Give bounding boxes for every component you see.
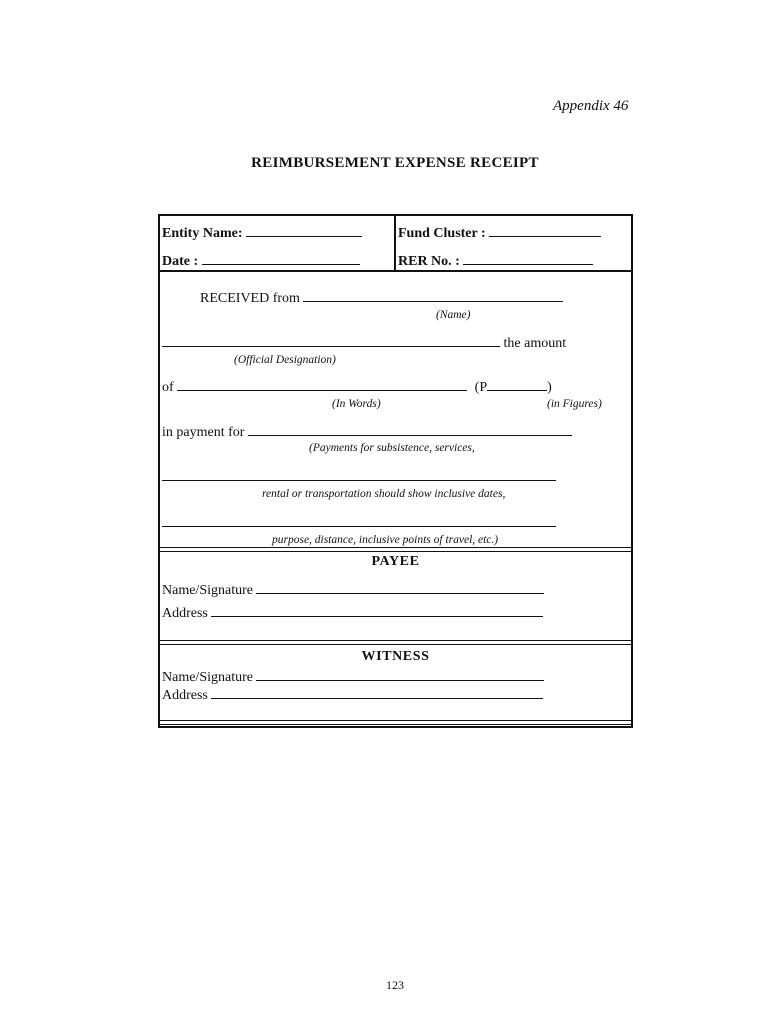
name-caption: (Name) bbox=[436, 309, 471, 321]
name-line[interactable] bbox=[303, 289, 563, 302]
the-amount-label: the amount bbox=[503, 336, 567, 351]
rer-no-line[interactable] bbox=[463, 252, 593, 265]
p-close: ) bbox=[547, 380, 552, 395]
witness-address-line[interactable] bbox=[211, 686, 543, 699]
bottom-divider bbox=[160, 720, 631, 725]
amount-figures-line[interactable] bbox=[487, 378, 547, 391]
receipt-form bbox=[158, 214, 633, 728]
date-line[interactable] bbox=[202, 252, 360, 265]
witness-address-label: Address bbox=[162, 688, 208, 703]
received-from-label: RECEIVED from bbox=[200, 291, 300, 306]
in-words-caption: (In Words) bbox=[332, 398, 381, 410]
payment-for-line[interactable] bbox=[248, 423, 572, 436]
date-label: Date : bbox=[162, 254, 199, 269]
header-grid bbox=[160, 216, 631, 272]
received-from-row[interactable] bbox=[200, 289, 563, 307]
p-open: (P bbox=[474, 380, 488, 395]
amount-row[interactable] bbox=[162, 378, 552, 396]
designation-line[interactable] bbox=[162, 334, 500, 347]
payee-name-row[interactable] bbox=[162, 581, 544, 599]
amount-words-line[interactable] bbox=[177, 378, 467, 391]
witness-name-row[interactable] bbox=[162, 668, 544, 686]
header-divider bbox=[394, 216, 396, 270]
payment-line-3[interactable] bbox=[162, 514, 556, 527]
payee-name-line[interactable] bbox=[256, 581, 544, 594]
payee-address-row[interactable] bbox=[162, 604, 543, 622]
witness-name-label: Name/Signature bbox=[162, 670, 253, 685]
entity-name-line[interactable] bbox=[246, 224, 362, 237]
payee-divider bbox=[160, 547, 631, 552]
fund-cluster-field[interactable] bbox=[398, 224, 601, 242]
payment-line-2-row[interactable] bbox=[162, 468, 556, 486]
purpose-caption: purpose, distance, inclusive points of travel, etc.) bbox=[272, 534, 499, 546]
payment-line-3-row[interactable] bbox=[162, 514, 556, 532]
rer-no-label: RER No. : bbox=[398, 254, 460, 269]
payee-address-line[interactable] bbox=[211, 604, 543, 617]
form-title: REIMBURSEMENT EXPENSE RECEIPT bbox=[251, 155, 539, 171]
payments-caption: (Payments for subsistence, services, bbox=[309, 442, 475, 454]
fund-cluster-label: Fund Cluster : bbox=[398, 226, 486, 241]
designation-row[interactable] bbox=[162, 334, 566, 352]
payment-for-row[interactable] bbox=[162, 423, 572, 441]
entity-name-field[interactable] bbox=[162, 224, 362, 242]
in-figures-caption: (in Figures) bbox=[547, 398, 602, 410]
date-field[interactable] bbox=[162, 252, 360, 270]
witness-divider bbox=[160, 640, 631, 645]
appendix-label: Appendix 46 bbox=[553, 98, 629, 114]
payment-for-label: in payment for bbox=[162, 425, 245, 440]
witness-heading: WITNESS bbox=[361, 649, 430, 664]
of-label: of bbox=[162, 380, 174, 395]
payee-heading: PAYEE bbox=[371, 554, 420, 569]
rental-caption: rental or transportation should show inclusive dates, bbox=[262, 488, 506, 500]
payment-line-2[interactable] bbox=[162, 468, 556, 481]
payee-name-label: Name/Signature bbox=[162, 583, 253, 598]
entity-name-label: Entity Name: bbox=[162, 226, 243, 241]
fund-cluster-line[interactable] bbox=[489, 224, 601, 237]
witness-address-row[interactable] bbox=[162, 686, 543, 704]
witness-name-line[interactable] bbox=[256, 668, 544, 681]
designation-caption: (Official Designation) bbox=[234, 354, 336, 366]
page-number: 123 bbox=[386, 978, 404, 992]
payee-address-label: Address bbox=[162, 606, 208, 621]
rer-no-field[interactable] bbox=[398, 252, 593, 270]
